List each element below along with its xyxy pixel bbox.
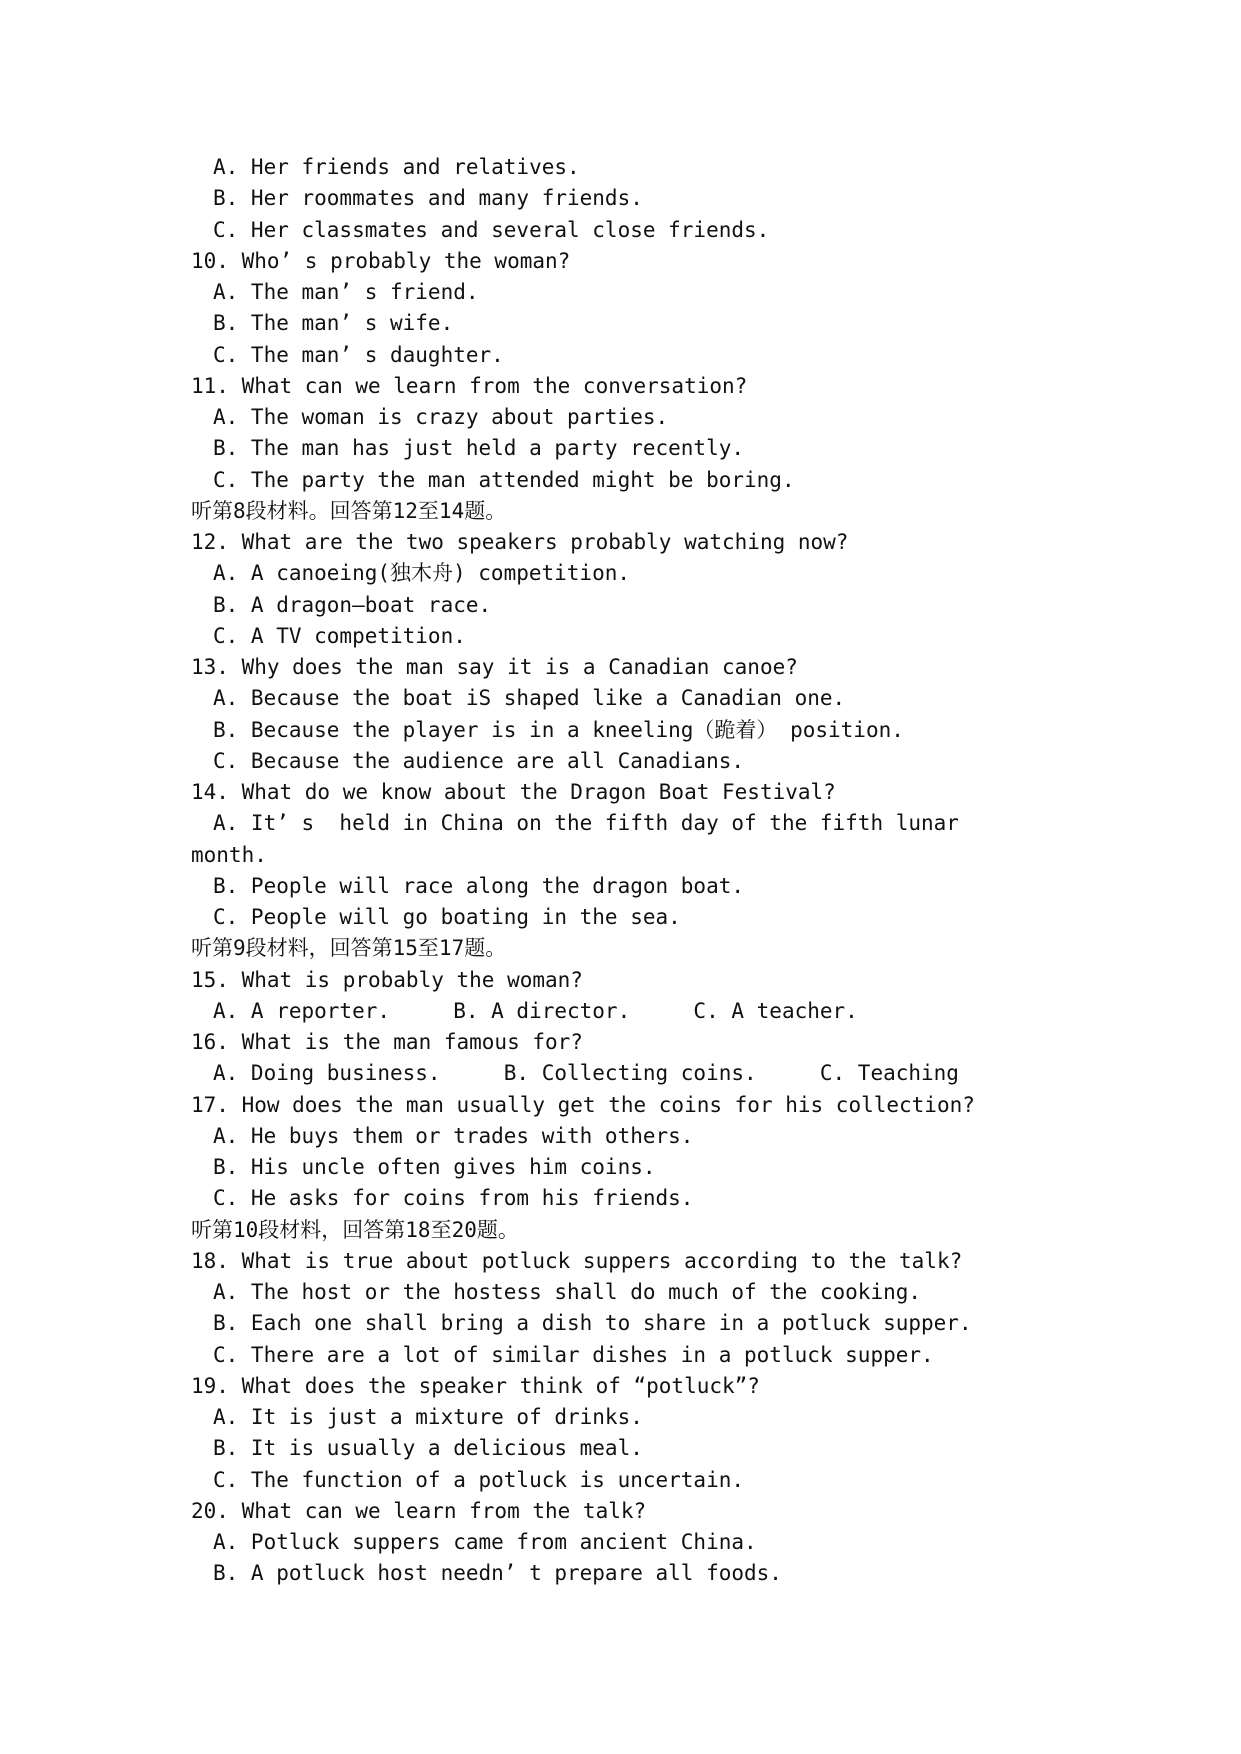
answer-option: C. People will go boating in the sea.	[213, 905, 681, 929]
question-stem: 18. What is true about potluck suppers according to the talk?	[191, 1248, 963, 1273]
answer-option: B. A potluck host needn’ t prepare all foods.	[213, 1561, 782, 1586]
answer-option: C. There are a lot of similar dishes in a potluck supper.	[213, 1342, 934, 1367]
section-instruction: 听第10段材料，回答第18至20题。	[191, 1217, 519, 1242]
answer-option: C. The function of a potluck is uncertain.	[213, 1467, 745, 1492]
answer-option: B. The man has just held a party recently.	[213, 436, 745, 461]
answer-option: C. A TV competition.	[213, 623, 466, 648]
question-stem: 19. What does the speaker think of “potluck”?	[191, 1373, 760, 1398]
answer-option: B. His uncle often gives him coins.	[213, 1155, 656, 1179]
answer-option: A. It’ s held in China on the fifth day of the fifth lunar	[213, 811, 959, 836]
answer-option: B. People will race along the dragon boat.	[213, 873, 745, 898]
answer-option: A. The woman is crazy about parties.	[213, 405, 669, 429]
answer-option: A. Because the boat iS shaped like a Canadian one.	[213, 686, 846, 711]
answer-option: A. The host or the hostess shall do much of the cooking.	[213, 1280, 922, 1304]
answer-option: A. A reporter. B. A director. C. A teacher.	[213, 998, 858, 1023]
question-stem: 10. Who’ s probably the woman?	[191, 248, 571, 273]
answer-option: A. It is just a mixture of drinks.	[213, 1405, 643, 1429]
answer-option: C. Her classmates and several close friends.	[213, 217, 770, 242]
wrapped-text: month.	[191, 842, 267, 867]
question-stem: 12. What are the two speakers probably watching now?	[191, 530, 849, 554]
question-stem: 16. What is the man famous for?	[191, 1030, 583, 1054]
question-stem: 17. How does the man usually get the coins for his collection?	[191, 1092, 975, 1117]
answer-option: A. Her friends and relatives.	[213, 155, 580, 179]
answer-option: B. A dragon—boat race.	[213, 592, 492, 617]
answer-option: A. He buys them or trades with others.	[213, 1123, 694, 1148]
answer-option: A. Doing business. B. Collecting coins. C. Teaching	[213, 1061, 959, 1086]
answer-option: C. The man’ s daughter.	[213, 342, 504, 367]
answer-option: B. Each one shall bring a dish to share in a potluck supper.	[213, 1311, 972, 1336]
question-list	[191, 152, 1191, 1590]
answer-option: A. A canoeing(独木舟) competition.	[213, 561, 631, 586]
answer-option: C. He asks for coins from his friends.	[213, 1186, 694, 1211]
question-stem: 11. What can we learn from the conversation?	[191, 373, 748, 398]
answer-option: B. Her roommates and many friends.	[213, 186, 643, 211]
answer-option: C. The party the man attended might be boring.	[213, 467, 795, 492]
answer-option: B. Because the player is in a kneeling（跪着） position.	[213, 717, 904, 742]
answer-option: B. The man’ s wife.	[213, 311, 454, 336]
question-stem: 13. Why does the man say it is a Canadian canoe?	[191, 655, 798, 679]
answer-option: A. The man’ s friend.	[213, 280, 479, 304]
question-stem: 15. What is probably the woman?	[191, 967, 583, 992]
section-instruction: 听第8段材料。回答第12至14题。	[191, 498, 507, 523]
question-stem: 20. What can we learn from the talk?	[191, 1498, 647, 1523]
answer-option: A. Potluck suppers came from ancient China.	[213, 1530, 757, 1554]
question-stem: 14. What do we know about the Dragon Boat Festival?	[191, 780, 836, 804]
section-instruction: 听第9段材料，回答第15至17题。	[191, 936, 507, 961]
answer-option: B. It is usually a delicious meal.	[213, 1436, 643, 1461]
answer-option: C. Because the audience are all Canadians.	[213, 748, 745, 773]
